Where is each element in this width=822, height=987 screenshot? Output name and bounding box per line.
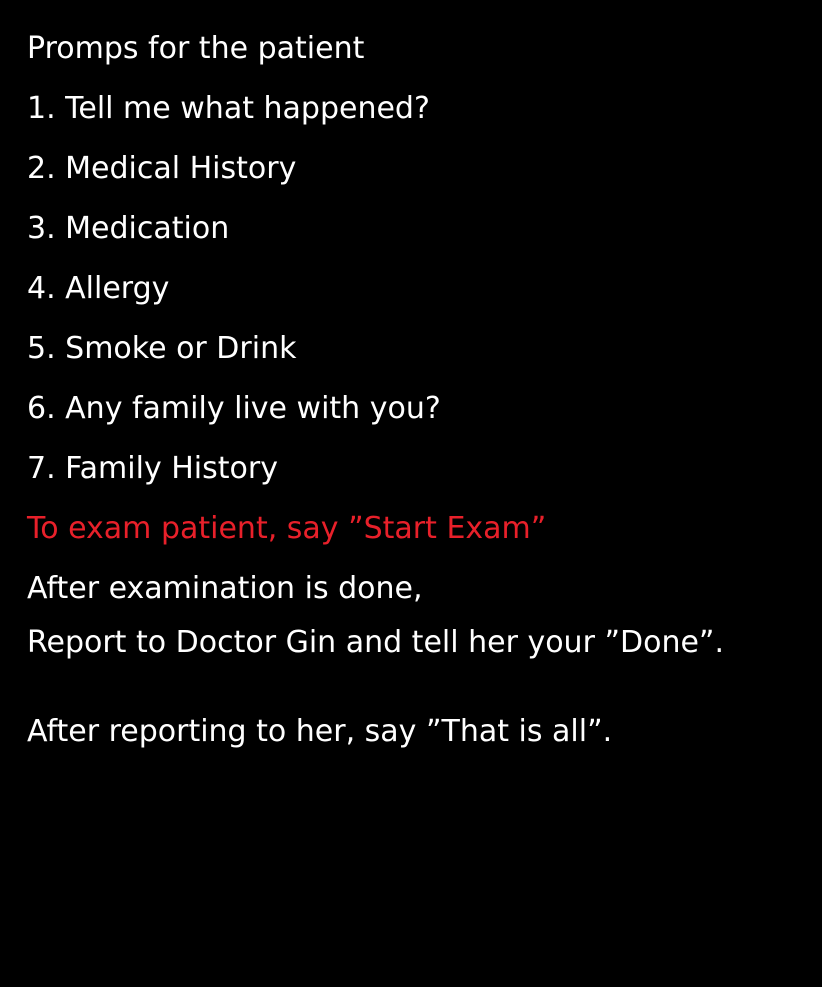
prompt-item: 4. Allergy [27,271,170,306]
prompt-item: 5. Smoke or Drink [27,331,297,366]
after-exam-text: After examination is done, [27,571,423,606]
report-instruction: Report to Doctor Gin and tell her your ”Done”. [27,625,724,660]
prompt-item: 3. Medication [27,211,230,246]
closing-instruction: After reporting to her, say ”That is all”. [27,714,613,749]
prompt-item: 2. Medical History [27,151,297,186]
prompt-item: 7. Family History [27,451,278,486]
prompt-item: 1. Tell me what happened? [27,91,430,126]
exam-instruction: To exam patient, say ”Start Exam” [27,511,547,546]
prompt-item: 6. Any family live with you? [27,391,441,426]
panel-title: Promps for the patient [27,31,365,66]
